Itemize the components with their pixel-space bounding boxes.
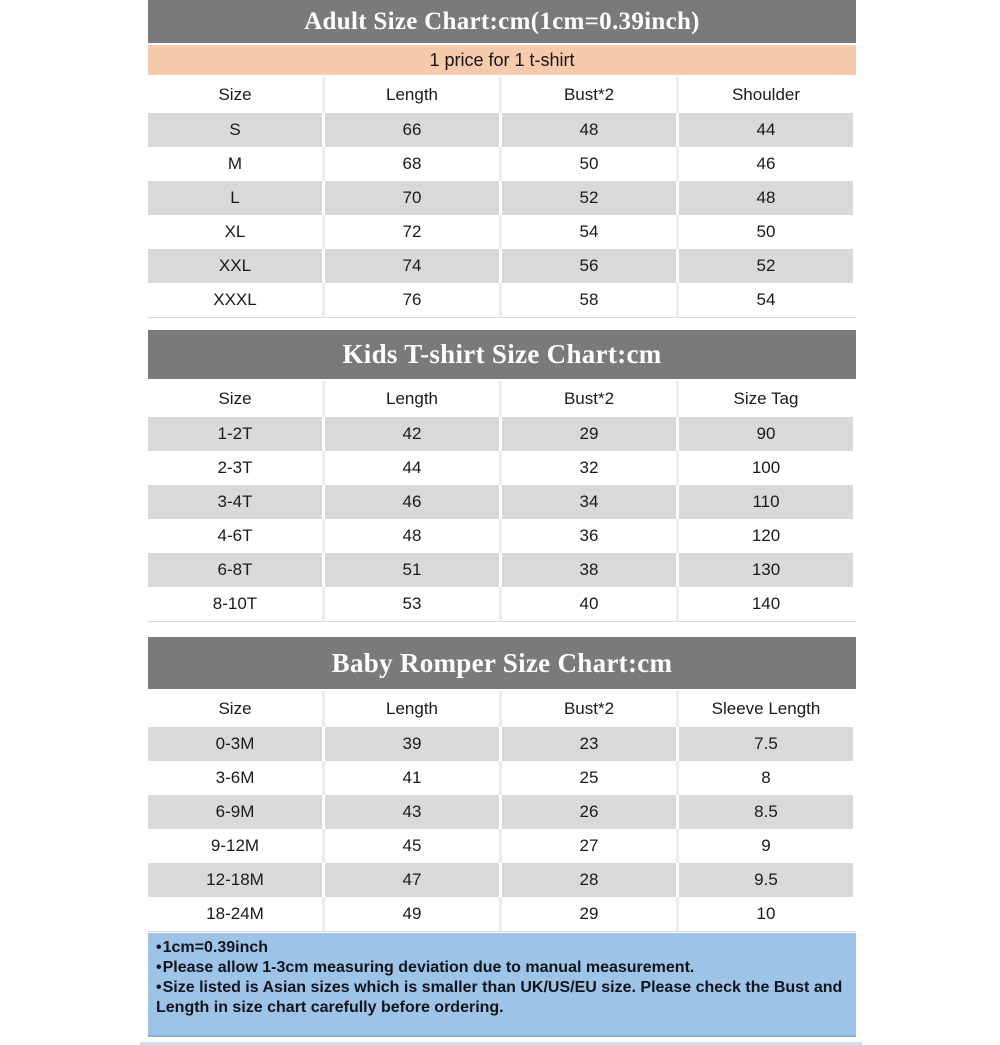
table-cell: 26 <box>502 795 679 829</box>
table-cell: 4-6T <box>148 519 325 553</box>
table-cell: 23 <box>502 727 679 761</box>
table-cell: 54 <box>502 215 679 249</box>
bullet-icon: • <box>156 979 162 996</box>
table-body <box>148 417 856 621</box>
table-cell: 76 <box>325 283 502 317</box>
size-chart-document <box>148 0 856 1045</box>
table-body <box>148 727 856 931</box>
column-header: Length <box>325 691 502 727</box>
table-cell: 1-2T <box>148 417 325 451</box>
column-header: Size <box>148 691 325 727</box>
table-cell: 46 <box>679 147 856 181</box>
table-cell: 45 <box>325 829 502 863</box>
size-table-baby <box>148 691 856 932</box>
table-cell: 3-4T <box>148 485 325 519</box>
table-cell: XL <box>148 215 325 249</box>
table-cell: 48 <box>325 519 502 553</box>
table-row <box>148 283 856 317</box>
table-row <box>148 727 856 761</box>
table-row <box>148 897 856 931</box>
table-row <box>148 249 856 283</box>
table-cell: 9 <box>679 829 856 863</box>
table-cell: 120 <box>679 519 856 553</box>
table-cell: 7.5 <box>679 727 856 761</box>
column-header: Shoulder <box>679 77 856 113</box>
header-row <box>148 381 856 417</box>
table-cell: 48 <box>502 113 679 147</box>
table-cell: XXXL <box>148 283 325 317</box>
table-cell: 52 <box>502 181 679 215</box>
note-line <box>156 958 844 978</box>
table-cell: 43 <box>325 795 502 829</box>
table-header <box>148 381 856 417</box>
table-cell: 48 <box>679 181 856 215</box>
column-header: Bust*2 <box>502 691 679 727</box>
size-chart-section-adult <box>148 0 856 318</box>
table-cell: 66 <box>325 113 502 147</box>
table-cell: 140 <box>679 587 856 621</box>
table-cell: 3-6M <box>148 761 325 795</box>
table-row <box>148 417 856 451</box>
header-row <box>148 77 856 113</box>
table-cell: 29 <box>502 417 679 451</box>
table-cell: 53 <box>325 587 502 621</box>
column-header: Bust*2 <box>502 77 679 113</box>
table-cell: 12-18M <box>148 863 325 897</box>
table-cell: 8 <box>679 761 856 795</box>
column-header: Length <box>325 77 502 113</box>
table-cell: 47 <box>325 863 502 897</box>
table-cell: 130 <box>679 553 856 587</box>
table-row <box>148 147 856 181</box>
table-body <box>148 113 856 317</box>
header-row <box>148 691 856 727</box>
table-cell: 50 <box>502 147 679 181</box>
section-title: Baby Romper Size Chart:cm <box>148 637 856 689</box>
table-row <box>148 113 856 147</box>
table-cell: 90 <box>679 417 856 451</box>
table-row <box>148 215 856 249</box>
table-cell: 28 <box>502 863 679 897</box>
table-row <box>148 553 856 587</box>
table-cell: L <box>148 181 325 215</box>
notes-panel <box>148 933 856 1037</box>
table-cell: 8-10T <box>148 587 325 621</box>
table-cell: 9-12M <box>148 829 325 863</box>
table-cell: 8.5 <box>679 795 856 829</box>
bullet-icon: • <box>156 939 162 956</box>
table-row <box>148 829 856 863</box>
column-header: Size <box>148 77 325 113</box>
table-header <box>148 691 856 727</box>
table-cell: 110 <box>679 485 856 519</box>
table-cell: 56 <box>502 249 679 283</box>
table-cell: 32 <box>502 451 679 485</box>
table-header <box>148 77 856 113</box>
table-cell: 74 <box>325 249 502 283</box>
table-cell: 54 <box>679 283 856 317</box>
table-cell: 68 <box>325 147 502 181</box>
table-row <box>148 519 856 553</box>
column-header: Size <box>148 381 325 417</box>
table-row <box>148 181 856 215</box>
table-cell: 70 <box>325 181 502 215</box>
bullet-icon: • <box>156 959 162 976</box>
size-table-adult <box>148 77 856 318</box>
table-cell: 41 <box>325 761 502 795</box>
table-cell: 6-8T <box>148 553 325 587</box>
size-table-kids <box>148 381 856 622</box>
size-chart-section-baby <box>148 637 856 932</box>
table-cell: 44 <box>325 451 502 485</box>
price-note-band: 1 price for 1 t-shirt <box>148 45 856 75</box>
table-cell: 2-3T <box>148 451 325 485</box>
note-text: Please allow 1-3cm measuring deviation due to manual measurement. <box>162 959 695 976</box>
table-cell: 44 <box>679 113 856 147</box>
table-cell: 100 <box>679 451 856 485</box>
note-line <box>156 938 844 958</box>
table-cell: 49 <box>325 897 502 931</box>
table-cell: 42 <box>325 417 502 451</box>
table-cell: 29 <box>502 897 679 931</box>
column-header: Bust*2 <box>502 381 679 417</box>
table-cell: 36 <box>502 519 679 553</box>
table-row <box>148 485 856 519</box>
note-text: Size listed is Asian sizes which is smaller than UK/US/EU size. Please check the Bust and Length in size chart carefully before ordering. <box>156 979 843 1016</box>
table-cell: 46 <box>325 485 502 519</box>
table-row <box>148 863 856 897</box>
table-cell: 50 <box>679 215 856 249</box>
column-header: Sleeve Length <box>679 691 856 727</box>
table-cell: 51 <box>325 553 502 587</box>
table-cell: 9.5 <box>679 863 856 897</box>
table-cell: XXL <box>148 249 325 283</box>
table-cell: 52 <box>679 249 856 283</box>
table-cell: 0-3M <box>148 727 325 761</box>
section-title: Kids T-shirt Size Chart:cm <box>148 330 856 379</box>
table-cell: 58 <box>502 283 679 317</box>
table-cell: 18-24M <box>148 897 325 931</box>
size-chart-section-kids <box>148 330 856 622</box>
table-row <box>148 761 856 795</box>
table-cell: 38 <box>502 553 679 587</box>
column-header: Length <box>325 381 502 417</box>
table-cell: 10 <box>679 897 856 931</box>
table-cell: 25 <box>502 761 679 795</box>
note-line <box>156 978 844 1018</box>
table-row <box>148 451 856 485</box>
table-row <box>148 587 856 621</box>
table-cell: M <box>148 147 325 181</box>
table-cell: S <box>148 113 325 147</box>
section-title: Adult Size Chart:cm(1cm=0.39inch) <box>148 0 856 43</box>
table-cell: 72 <box>325 215 502 249</box>
table-cell: 34 <box>502 485 679 519</box>
table-cell: 39 <box>325 727 502 761</box>
table-cell: 27 <box>502 829 679 863</box>
table-cell: 40 <box>502 587 679 621</box>
table-cell: 6-9M <box>148 795 325 829</box>
note-text: 1cm=0.39inch <box>162 939 269 956</box>
column-header: Size Tag <box>679 381 856 417</box>
table-row <box>148 795 856 829</box>
